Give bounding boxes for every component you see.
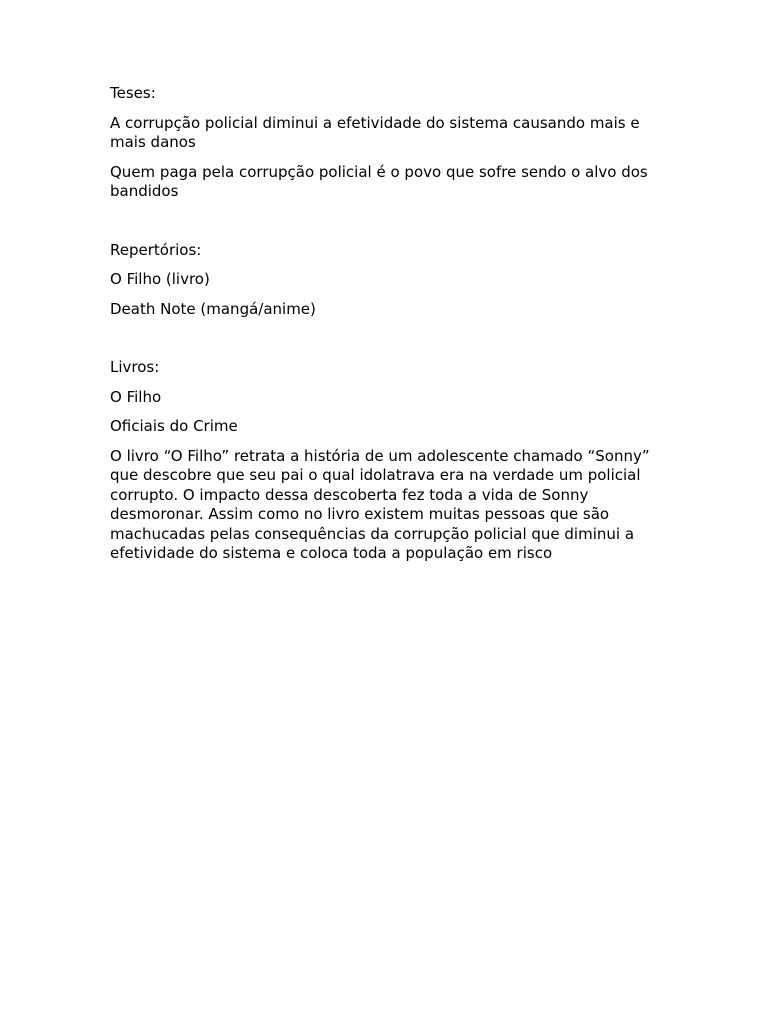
theses-heading: Teses:	[110, 84, 156, 102]
book-item: Oficiais do Crime	[110, 417, 238, 435]
repertoires-heading: Repertórios:	[110, 240, 202, 259]
spacer	[110, 212, 670, 241]
thesis-item: A corrupção policial diminui a efetividade do sistema causando mais e mais danos	[110, 113, 640, 151]
book-paragraph: O livro “O Filho” retrata a história de um adolescente chamado “Sonny” que descobre que seu pai o qual idolatrava era na verdade um policial corrupto. O impacto dessa descoberta fez toda a vida de Sonny desmoronar. Assim como no livro existem muitas pessoas que são machucadas pelas consequências da corrupção policial que diminui a efetividade do sistema e coloca toda a população em risco	[110, 446, 650, 562]
document-body	[110, 84, 670, 574]
books-heading: Livros:	[110, 358, 160, 376]
spacer	[110, 329, 670, 358]
repertoire-item: O Filho (livro)	[110, 270, 210, 288]
repertoire-item: Death Note (mangá/anime)	[110, 299, 316, 318]
book-item: O Filho	[110, 387, 162, 406]
thesis-item: Quem paga pela corrupção policial é o povo que sofre sendo o alvo dos bandidos	[110, 162, 648, 200]
